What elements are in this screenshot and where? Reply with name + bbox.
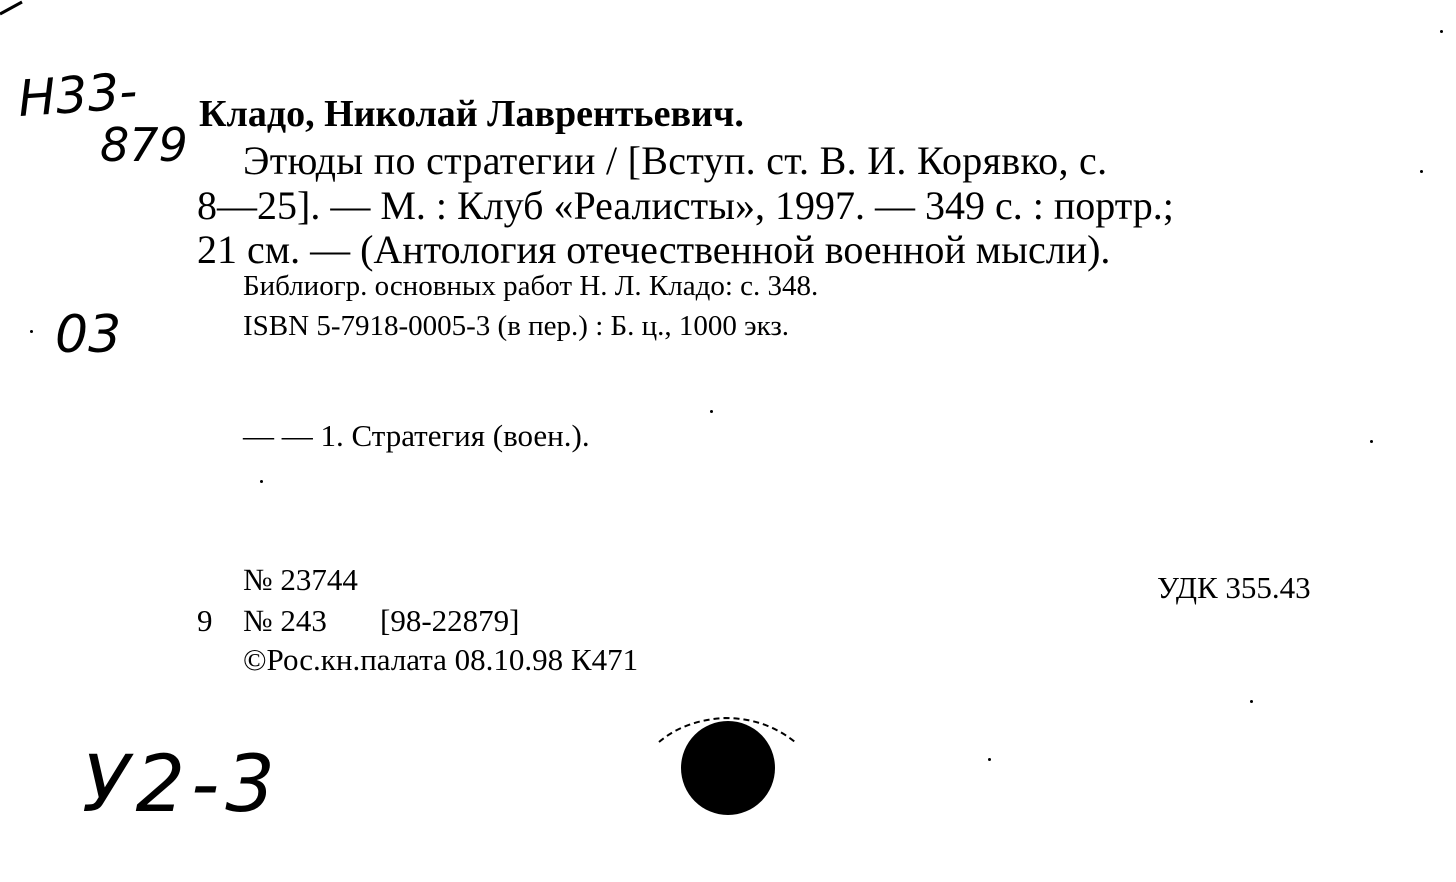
scan-speck [988, 758, 991, 761]
title-line-2: 8—25]. — М. : Клуб «Реалисты», 1997. — 349 с. : портр.; [197, 183, 1174, 228]
scan-speck [1370, 440, 1373, 443]
author-heading: Кладо, Николай Лаврентьевич. [199, 93, 744, 135]
hole-edge-mark [655, 712, 800, 757]
bibliography-note: Библиогр. основных работ Н. Л. Кладо: с. 348. [243, 270, 819, 302]
udc-code: УДК 355.43 [1157, 570, 1311, 605]
title-line-3: 21 см. — (Антология отечественной военной мысли). [197, 227, 1111, 272]
scan-speck [710, 410, 713, 413]
handwritten-mark: 03 [55, 305, 122, 365]
card-number: № 23744 [243, 562, 358, 597]
book-chamber-stamp: ©Рос.кн.палата 08.10.98 К471 [243, 642, 639, 677]
scan-speck [1420, 170, 1423, 173]
scan-speck [30, 330, 33, 333]
scan-speck [1250, 700, 1253, 703]
scan-speck [1440, 30, 1443, 33]
title-line-1: Этюды по стратегии / [Вступ. ст. В. И. Корявко, с. [243, 138, 1108, 183]
handwritten-shelf-mark: У2-3 [82, 740, 281, 830]
scan-speck [260, 480, 263, 483]
handwritten-call-number-bottom: 879 [100, 118, 188, 172]
registration-number: № 243 [243, 603, 327, 638]
subject-heading: — — 1. Стратегия (воен.). [243, 418, 590, 453]
prefix-digit: 9 [197, 603, 213, 638]
bracket-code: [98-22879] [380, 603, 520, 638]
corner-mark [0, 0, 30, 20]
handwritten-call-number-top: Н33- [16, 61, 140, 129]
isbn-line: ISBN 5-7918-0005-3 (в пер.) : Б. ц., 1000 экз. [243, 310, 790, 342]
